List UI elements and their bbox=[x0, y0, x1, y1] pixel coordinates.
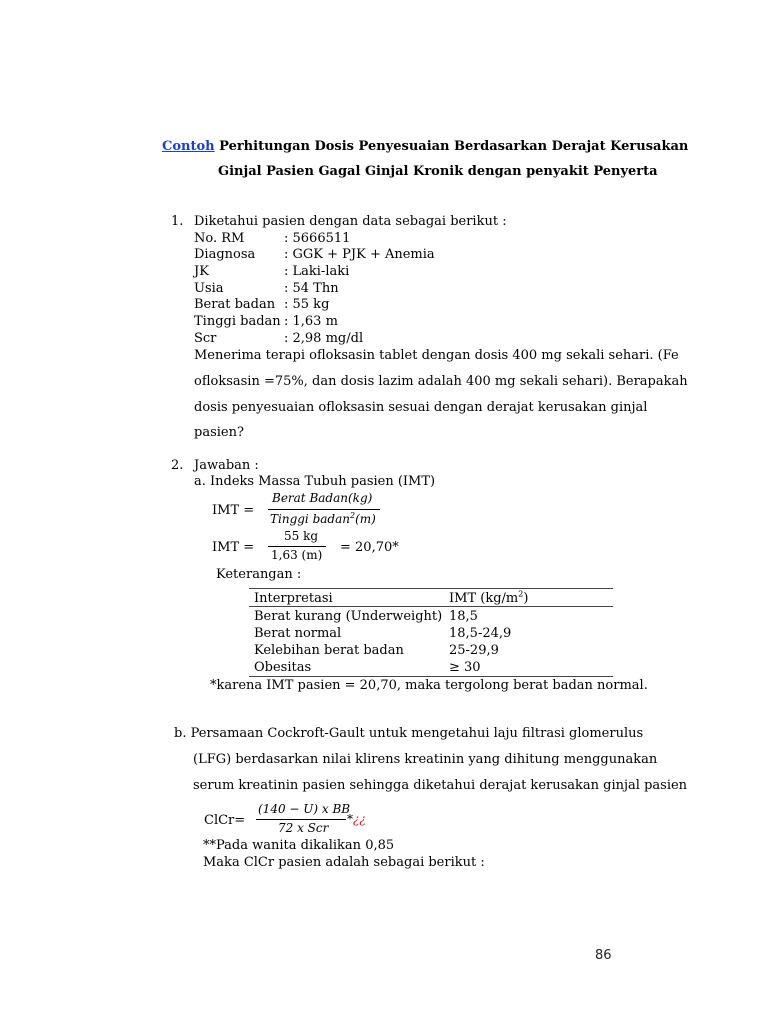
item-1-intro: Diketahui pasien dengan data sebagai berikut : bbox=[194, 214, 507, 229]
note-female: **Pada wanita dikalikan 0,85 bbox=[203, 838, 395, 853]
field-value: : 5666511 bbox=[284, 231, 351, 246]
part-a-label: a. Indeks Massa Tubuh pasien (IMT) bbox=[194, 474, 436, 489]
imt-label-2: IMT = bbox=[212, 540, 255, 555]
field-value: : Laki-laki bbox=[284, 264, 350, 279]
field-label: JK bbox=[194, 264, 209, 279]
formula-2-bar bbox=[268, 546, 326, 547]
table-header-rule bbox=[249, 606, 613, 607]
paragraph-line: ofloksasin =75%, dan dosis lazim adalah 400 mg sekali sehari). Berapakah bbox=[194, 374, 688, 389]
table-cell: ≥ 30 bbox=[449, 660, 481, 675]
part-b-line: (LFG) berdasarkan nilai klirens kreatinin yang dihitung menggunakan bbox=[193, 752, 658, 767]
imt-note: *karena IMT pasien = 20,70, maka tergolong berat badan normal. bbox=[210, 678, 648, 693]
field-label: Diagnosa bbox=[194, 247, 256, 262]
field-label: Berat badan bbox=[194, 297, 276, 312]
keterangan-label: Keterangan : bbox=[216, 567, 302, 582]
field-value: : 2,98 mg/dl bbox=[284, 331, 364, 346]
table-cell: Berat normal bbox=[254, 626, 342, 641]
item-2-label: Jawaban : bbox=[194, 458, 259, 473]
formula-1-denominator: Tinggi badan$^2$(m) bbox=[270, 511, 376, 526]
field-label: Tinggi badan bbox=[194, 314, 281, 329]
imt-label: IMT = bbox=[212, 503, 255, 518]
field-value: : 55 kg bbox=[284, 297, 330, 312]
page-number: 86 bbox=[595, 948, 612, 963]
table-cell: Obesitas bbox=[254, 660, 312, 675]
formula-2-result: = 20,70* bbox=[340, 540, 399, 555]
item-1-number: 1. bbox=[171, 214, 184, 229]
table-header: IMT $(kg/m^2)$ bbox=[449, 589, 529, 606]
title-line-2: Ginjal Pasien Gagal Ginjal Kronik dengan penyakit Penyerta bbox=[218, 164, 658, 179]
clcr-numerator: (140 − U) x BB bbox=[258, 802, 351, 816]
table-cell: Kelebihan berat badan bbox=[254, 643, 404, 658]
formula-2-numerator: 55 kg bbox=[284, 529, 319, 543]
clcr-tail: *¿¿ bbox=[347, 812, 366, 826]
field-value: : GGK + PJK + Anemia bbox=[284, 247, 435, 262]
table-bottom-rule bbox=[249, 676, 613, 677]
field-value: : 54 Thn bbox=[284, 281, 339, 296]
clcr-bar bbox=[256, 819, 346, 820]
clcr-label: ClCr= bbox=[204, 813, 246, 828]
table-header: Interpretasi bbox=[254, 591, 333, 606]
field-label: Scr bbox=[194, 331, 217, 346]
paragraph-line: pasien? bbox=[194, 425, 244, 440]
formula-1-bar bbox=[268, 509, 380, 510]
field-label: No. RM bbox=[194, 231, 245, 246]
title-line-1-text: Perhitungan Dosis Penyesuaian Berdasarkan Derajat Kerusakan bbox=[219, 139, 689, 154]
table-cell: 18,5 bbox=[449, 609, 478, 624]
paragraph-line: Menerima terapi ofloksasin tablet dengan dosis 400 mg sekali sehari. (Fe bbox=[194, 348, 679, 363]
contoh-link[interactable]: Contoh bbox=[162, 139, 215, 154]
part-b-line: b. Persamaan Cockroft-Gault untuk mengetahui laju filtrasi glomerulus bbox=[174, 726, 644, 741]
field-value: : 1,63 m bbox=[284, 314, 338, 329]
formula-2-denominator: 1,63 (m) bbox=[271, 548, 323, 562]
item-2-number: 2. bbox=[171, 458, 184, 473]
table-cell: 25-29,9 bbox=[449, 643, 499, 658]
formula-1-numerator: Berat Badan(kg) bbox=[272, 491, 373, 505]
table-top-rule bbox=[249, 588, 613, 589]
table-cell: 18,5-24,9 bbox=[449, 626, 512, 641]
table-cell: Berat kurang (Underweight) bbox=[254, 609, 443, 624]
paragraph-line: dosis penyesuaian ofloksasin sesuai dengan derajat kerusakan ginjal bbox=[194, 400, 648, 415]
title-line-1 bbox=[162, 139, 688, 154]
note-clcr: Maka ClCr pasien adalah sebagai berikut : bbox=[203, 855, 485, 870]
field-label: Usia bbox=[194, 281, 224, 296]
part-b-line: serum kreatinin pasien sehingga diketahui derajat kerusakan ginjal pasien bbox=[193, 778, 688, 793]
clcr-denominator: 72 x Scr bbox=[278, 821, 329, 835]
